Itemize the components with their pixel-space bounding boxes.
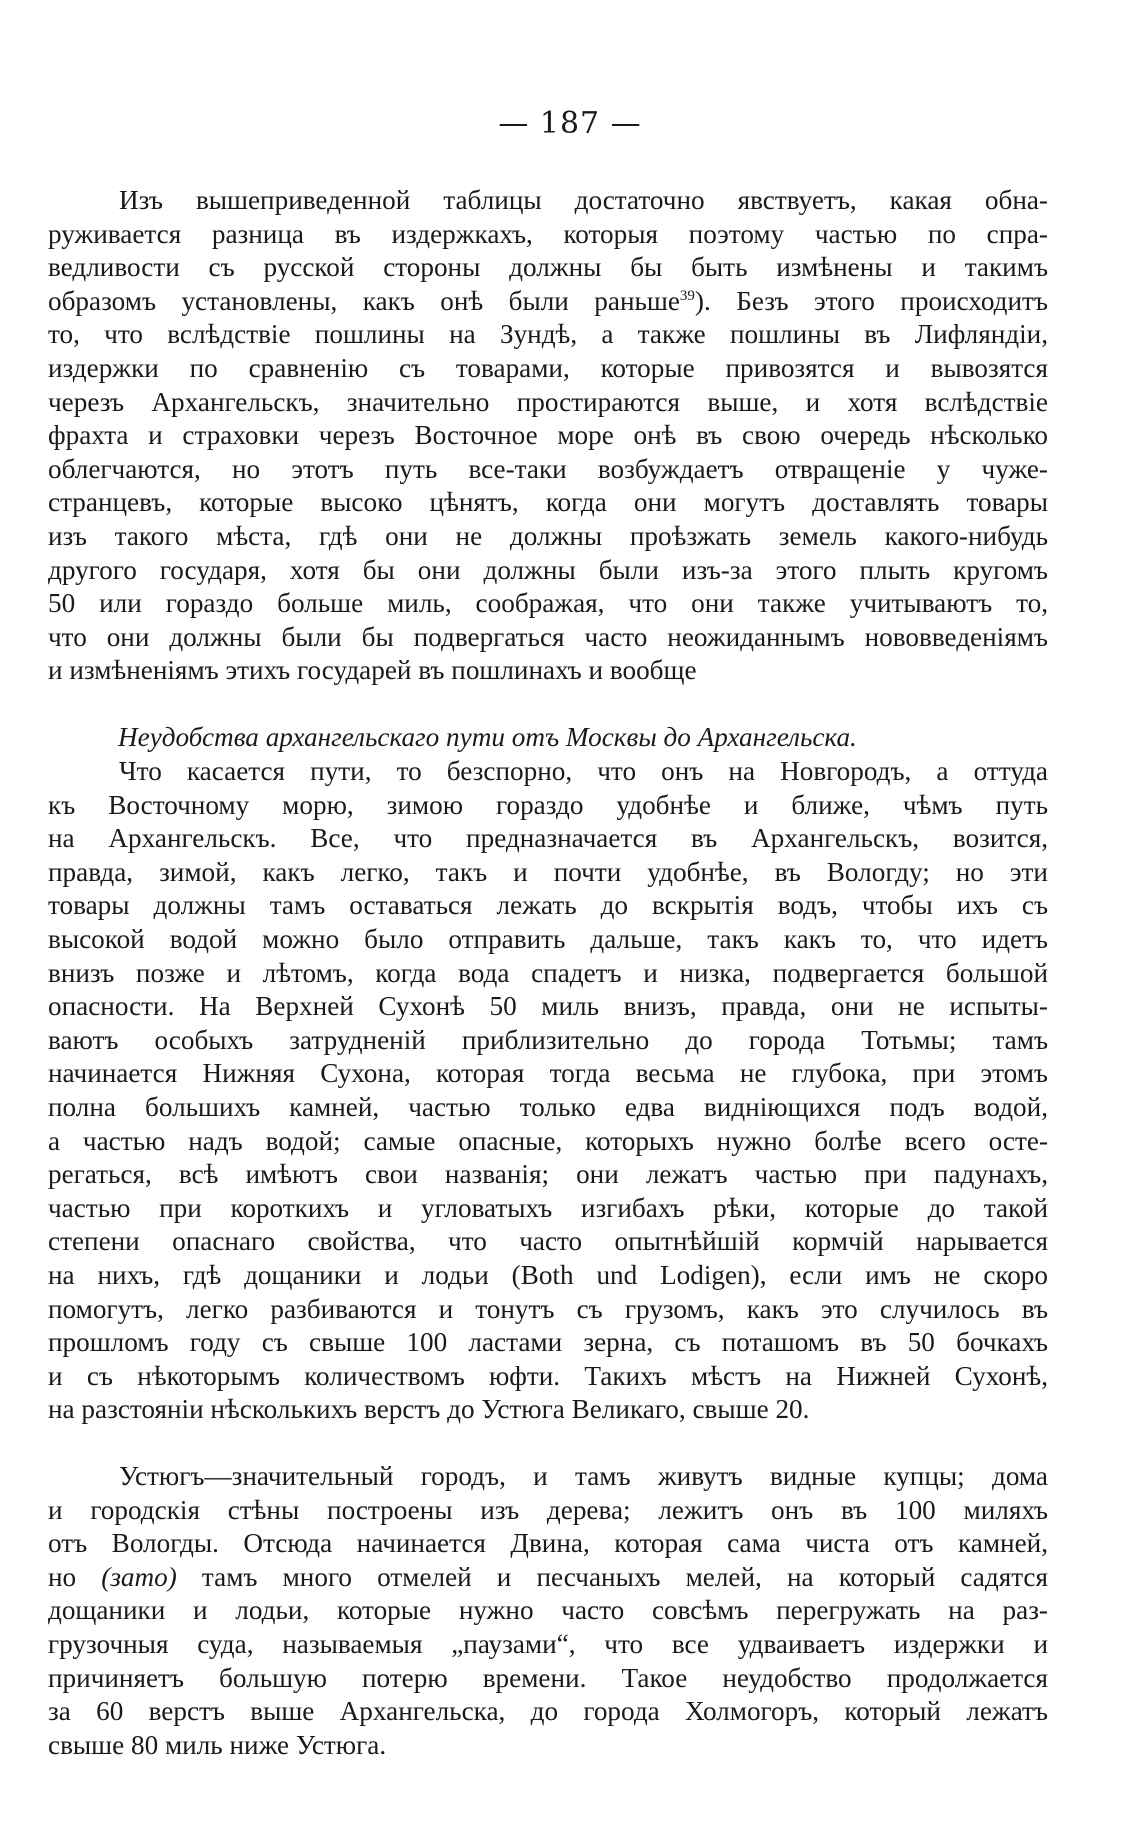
text-line: къ Восточному морю, зимою гораздо удобнѣе и ближе, чѣмъ путь <box>48 789 1048 820</box>
text-line: на Архангельскъ. Все, что предназначается въ Архангельскъ, возится, <box>48 823 1048 854</box>
text-line: опасности. На Верхней Сухонѣ 50 миль внизъ, правда, они не испыты- <box>48 991 1048 1022</box>
text-line: изъ такого мѣста, гдѣ они не должны проѣзжать земель какого-нибудь <box>48 520 1048 551</box>
text-line: ведливости съ русской стороны должны бы быть измѣнены и такимъ <box>48 252 1048 283</box>
text-line: Что касается пути, то безспорно, что онъ на Новгородъ, а оттуда <box>119 756 1048 786</box>
text-line: степени опаснаго свойства, что часто опытнѣйшій кормчій нарывается <box>48 1226 1048 1257</box>
text-line: и съ нѣкоторымъ количествомъ юфти. Такихъ мѣстъ на Нижней Сухонѣ, <box>48 1360 1048 1391</box>
text-line: полна большихъ камней, частью только едва видніющихся подъ водой, <box>48 1091 1048 1122</box>
text-line: на нихъ, гдѣ дощаники и лодьи (Both und Lodigen), если имъ не скоро <box>48 1259 1048 1290</box>
text-segment: тамъ много отмелей и песчаныхъ мелей, на который садятся <box>176 1561 1048 1592</box>
text-line: на разстояніи нѣсколькихъ верстъ до Устюга Великаго, свыше 20. <box>48 1394 810 1425</box>
page-number: — 187 — <box>498 106 642 141</box>
paragraph-ustyug <box>48 1460 1048 1762</box>
text-line: странцевъ, которые высоко цѣнятъ, когда они могутъ доставлять товары <box>48 487 1048 518</box>
text-line: внизъ позже и лѣтомъ, когда вода спадетъ и низка, подвергается большой <box>48 957 1048 988</box>
paragraph-route-description <box>48 755 1048 1427</box>
text-line: дощаники и лодьи, которые нужно часто совсѣмъ перегружать на раз- <box>48 1595 1048 1626</box>
paragraph-table-conclusion <box>48 184 1048 688</box>
text-line: и измѣненіямъ этихъ государей въ пошлинахъ и вообще <box>48 655 697 686</box>
text-line: другого государя, хотя бы они должны были изъ-за этого плыть кругомъ <box>48 554 1048 585</box>
text-line: регаться, всѣ имѣютъ свои названія; они лежатъ частью при падунахъ, <box>48 1159 1048 1190</box>
text-line: правда, зимой, какъ легко, такъ и почти удобнѣе, въ Вологду; но эти <box>48 856 1048 887</box>
text-line: что они должны были бы подвергаться часто неожиданнымъ нововведеніямъ <box>48 621 1048 652</box>
text-line: Устюгъ—значительный городъ, и тамъ живутъ видные купцы; дома <box>119 1461 1048 1491</box>
text-line: черезъ Архангельскъ, значительно простираются выше, и хотя вслѣдствіе <box>48 386 1048 417</box>
text-line: Изъ вышеприведенной таблицы достаточно явствуетъ, какая обна- <box>119 185 1048 215</box>
text-line: ваютъ особыхъ затрудненій приблизительно до города Тотьмы; тамъ <box>48 1024 1048 1055</box>
text-line: причиняетъ большую потерю времени. Такое неудобство продолжается <box>48 1662 1048 1693</box>
text-line: то, что вслѣдствіе пошлины на Зундѣ, а также пошлины въ Лифляндіи, <box>48 319 1048 350</box>
text-line: помогутъ, легко разбиваются и тонутъ съ грузомъ, какъ это случилось въ <box>48 1293 1048 1324</box>
text-segment: образомъ установлены, какъ онѣ были раньше <box>48 285 680 316</box>
text-line: и городскія стѣны построены изъ дерева; лежитъ онъ въ 100 миляхъ <box>48 1494 1048 1525</box>
text-line: облегчаются, но этотъ путь все-таки возбуждаетъ отвращеніе у чуже- <box>48 453 1048 484</box>
text-line: свыше 80 миль ниже Устюга. <box>48 1729 387 1760</box>
footnote-reference: 39 <box>679 287 695 304</box>
text-line: начинается Нижняя Сухона, которая тогда весьма не глубока, при этомъ <box>48 1058 1048 1089</box>
text-line: товары должны тамъ оставаться лежать до вскрытія водъ, чтобы ихъ съ <box>48 890 1048 921</box>
text-line: частью при короткихъ и угловатыхъ изгибахъ рѣки, которые до такой <box>48 1192 1048 1223</box>
text-segment: но <box>48 1561 102 1592</box>
text-line: 50 или гораздо больше миль, соображая, что они также учитываютъ то, <box>48 588 1048 619</box>
text-line: руживается разница въ издержкахъ, которыя поэтому частью по спра- <box>48 218 1048 249</box>
text-line-with-italic <box>48 1561 1048 1595</box>
text-line: грузочныя суда, называемыя „паузами“, что все удваиваетъ издержки и <box>48 1628 1048 1659</box>
text-segment: ). Безъ этого происходитъ <box>694 285 1048 316</box>
italic-word: (зато) <box>101 1561 177 1592</box>
text-line: а частью надъ водой; самые опасные, которыхъ нужно болѣе всего осте- <box>48 1125 1048 1156</box>
text-line-with-footnote <box>48 285 1048 319</box>
text-line: за 60 верстъ выше Архангельска, до города Холмогоръ, который лежатъ <box>48 1696 1048 1727</box>
text-line: прошломъ году съ свыше 100 ластами зерна, съ поташомъ въ 50 бочкахъ <box>48 1327 1048 1358</box>
text-line: отъ Вологды. Отсюда начинается Двина, которая сама чиста отъ камней, <box>48 1528 1048 1559</box>
text-line: издержки по сравненію съ товарами, которые привозятся и вывозятся <box>48 352 1048 383</box>
text-line: высокой водой можно было отправить дальше, такъ какъ то, что идетъ <box>48 923 1048 954</box>
text-line: фрахта и страховки черезъ Восточное море онѣ въ свою очередь нѣсколько <box>48 420 1048 451</box>
section-heading: Неудобства архангельскаго пути отъ Москвы до Архангельска. <box>118 722 857 752</box>
